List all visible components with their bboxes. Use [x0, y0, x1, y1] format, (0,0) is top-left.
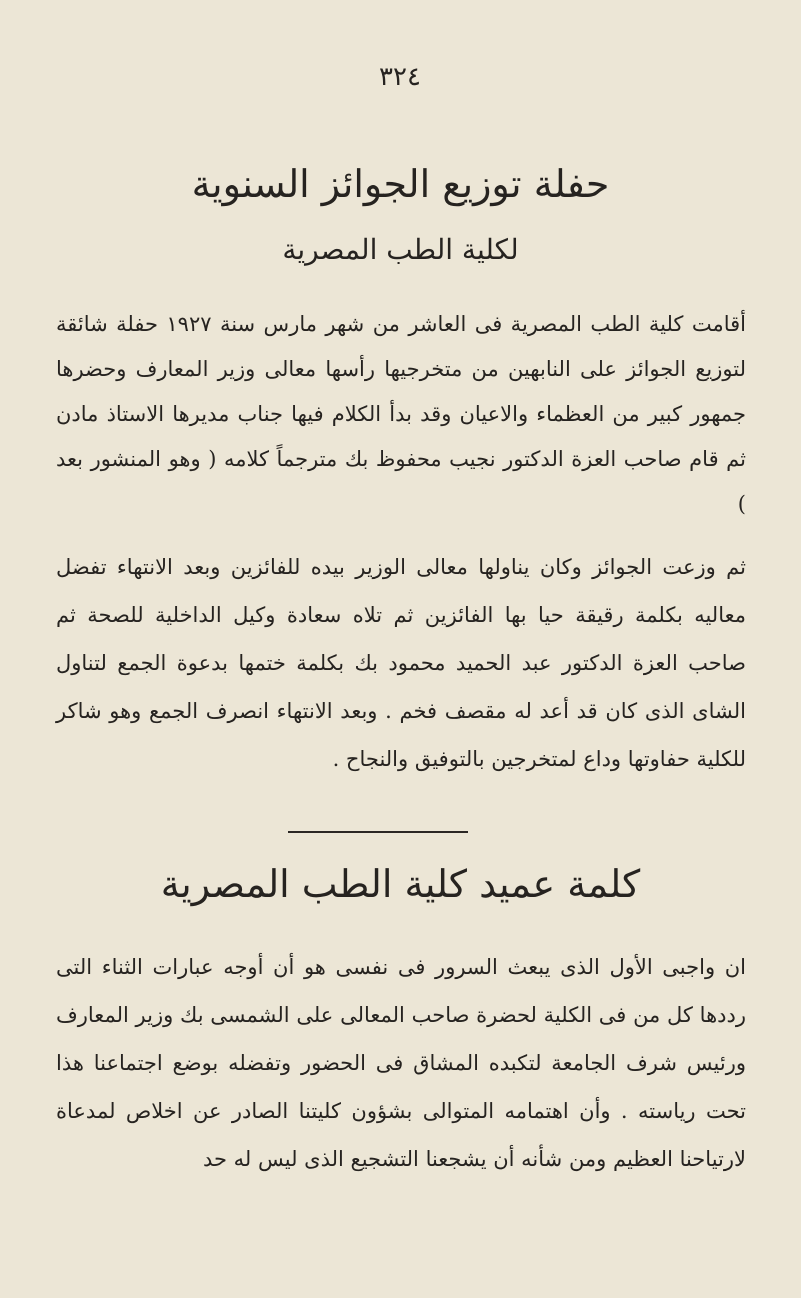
speech-title: كلمة عميد كلية الطب المصرية: [160, 862, 641, 906]
event-paragraph-1: أقامت كلية الطب المصرية فى العاشر من شهر مارس سنة ١٩٢٧ حفلة شائقة لتوزيع الجوائز على النابهين من متخرجيها رأسها معالى وزير المعارف وحضرها جمهور كبير من العظماء والاعيان وقد بدأ الكلام فيها جناب مديرها الاستاذ مادن ثم قام صاحب العزة الدكتور نجيب محفوظ بك مترجماً كلامه ( وهو المنشور بعد ): [56, 312, 746, 516]
page-number: ٣٢٤: [379, 62, 421, 92]
event-subtitle: لكلية الطب المصرية: [282, 233, 519, 266]
event-paragraph-2: ثم وزعت الجوائز وكان يناولها معالى الوزير بيده للفائزين وبعد الانتهاء تفضل معاليه بكلمة رقيقة حيا بها الفائزين ثم تلاه سعادة وكيل الداخلية للصحة ثم صاحب العزة الدكتور عبد الحميد محمود بك بكلمة ختمها بدعوة الجمع لتناول الشاى الذى كان قد أعد له مقصف فخم . وبعد الانتهاء انصرف الجمع وهو شاكر للكلية حفاوتها وداع لمتخرجين بالتوفيق والنجاح .: [56, 555, 746, 771]
section-divider: [288, 831, 468, 833]
event-title: حفلة توزيع الجوائز السنوية: [191, 162, 610, 206]
speech-paragraph: ان واجبى الأول الذى يبعث السرور فى نفسى هو أن أوجه عبارات الثناء التى رددها كل من فى الكلية لحضرة صاحب المعالى على الشمسى بك وزير المعارف ورئيس شرف الجامعة لتكبده المشاق فى الحضور وتفضله بوضع اجتماعنا هذا تحت رياسته . وأن اهتمامه المتوالى بشؤون كليتنا الصادر عن اخلاص لمدعاة لارتياحنا العظيم ومن شأنه أن يشجعنا التشجيع الذى ليس له حد: [56, 955, 746, 1171]
